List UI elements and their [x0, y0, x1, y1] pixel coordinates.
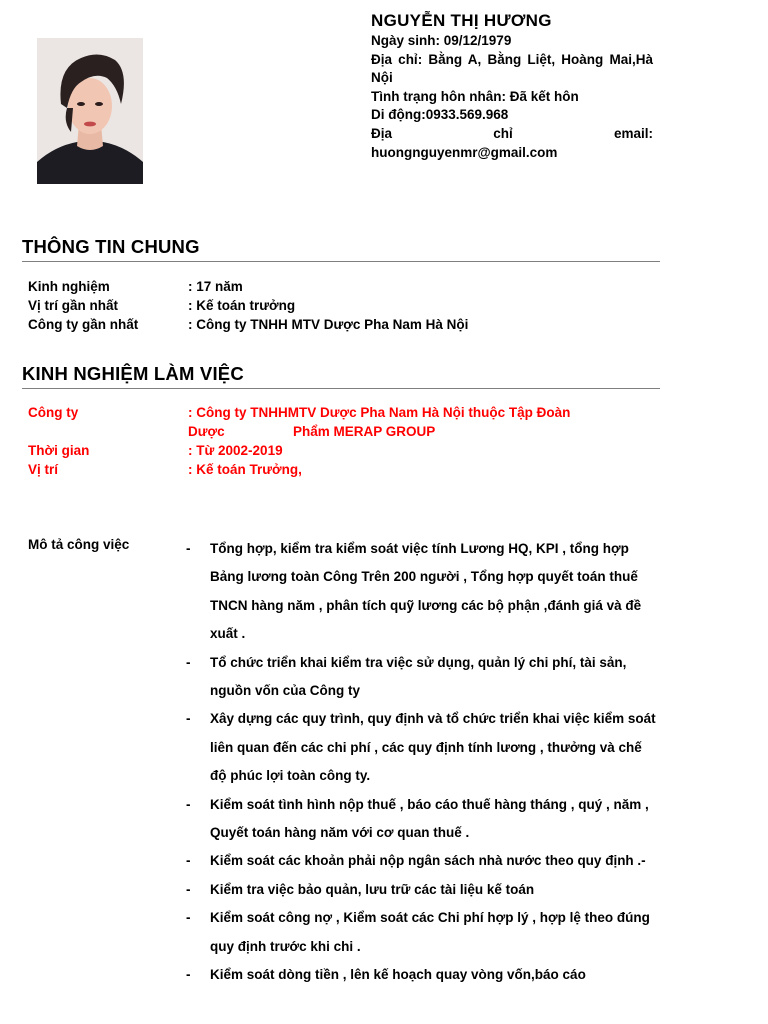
list-item: - Kiểm soát công nợ , Kiểm soát các Chi phí hợp lý , hợp lệ theo đúng quy định trước khi chi .	[186, 910, 650, 954]
work-experience-heading: KINH NGHIỆM LÀM VIỆC	[22, 363, 244, 384]
list-item: - Tổng hợp, kiểm tra kiểm soát việc tính Lương HQ, KPI , tổng hợp Bảng lương toàn Công Trên 200 người , Tổng hợp quyết toán thuế TNCN hàng năm , phân tích quỹ lương các bộ phận ,đánh giá và đề xuất .	[186, 541, 642, 642]
job-duties-list	[186, 535, 656, 990]
mobile-phone: Di động:0933.569.968	[371, 107, 509, 123]
general-info-heading: THÔNG TIN CHUNG	[22, 236, 200, 257]
job-description-label: Mô tả công việc	[28, 537, 130, 552]
section-divider	[22, 261, 660, 262]
list-item: - Kiểm soát tình hình nộp thuế , báo cáo thuế hàng tháng , quý , năm , Quyết toán hàng năm với cơ quan thuế .	[186, 796, 649, 841]
list-item: - Kiểm tra việc bảo quản, lưu trữ các tài liệu kế toán	[186, 881, 535, 897]
contact-block	[371, 10, 653, 162]
home-address: Địa chỉ: Bằng A, Bằng Liệt, Hoàng Mai,Hà Nội	[371, 51, 653, 86]
list-item: - Tổ chức triển khai kiểm tra việc sử dụng, quản lý chi phí, tài sản, nguồn vốn của Công ty	[186, 654, 627, 699]
date-of-birth: Ngày sinh: 09/12/1979	[371, 33, 512, 48]
email-label: Địa chỉ email:	[371, 125, 653, 141]
list-item: - Kiểm soát dòng tiền , lên kế hoạch quay vòng vốn,báo cáo	[186, 967, 586, 983]
profile-photo	[37, 38, 143, 184]
list-item: - Kiểm soát các khoản phải nộp ngân sách nhà nước theo quy định .-	[186, 853, 646, 869]
candidate-name: NGUYỄN THỊ HƯƠNG	[371, 11, 552, 30]
section-divider	[22, 388, 660, 389]
email-address[interactable]: huongnguyenmr@gmail.com	[371, 144, 558, 160]
list-item: - Xây dựng các quy trình, quy định và tổ chức triển khai việc kiểm soát liên quan đến các chi phí , các quy định tính lương , thưởng và chế độ phúc lợi toàn công ty.	[186, 711, 656, 784]
marital-status: Tình trạng hôn nhân: Đã kết hôn	[371, 88, 579, 104]
